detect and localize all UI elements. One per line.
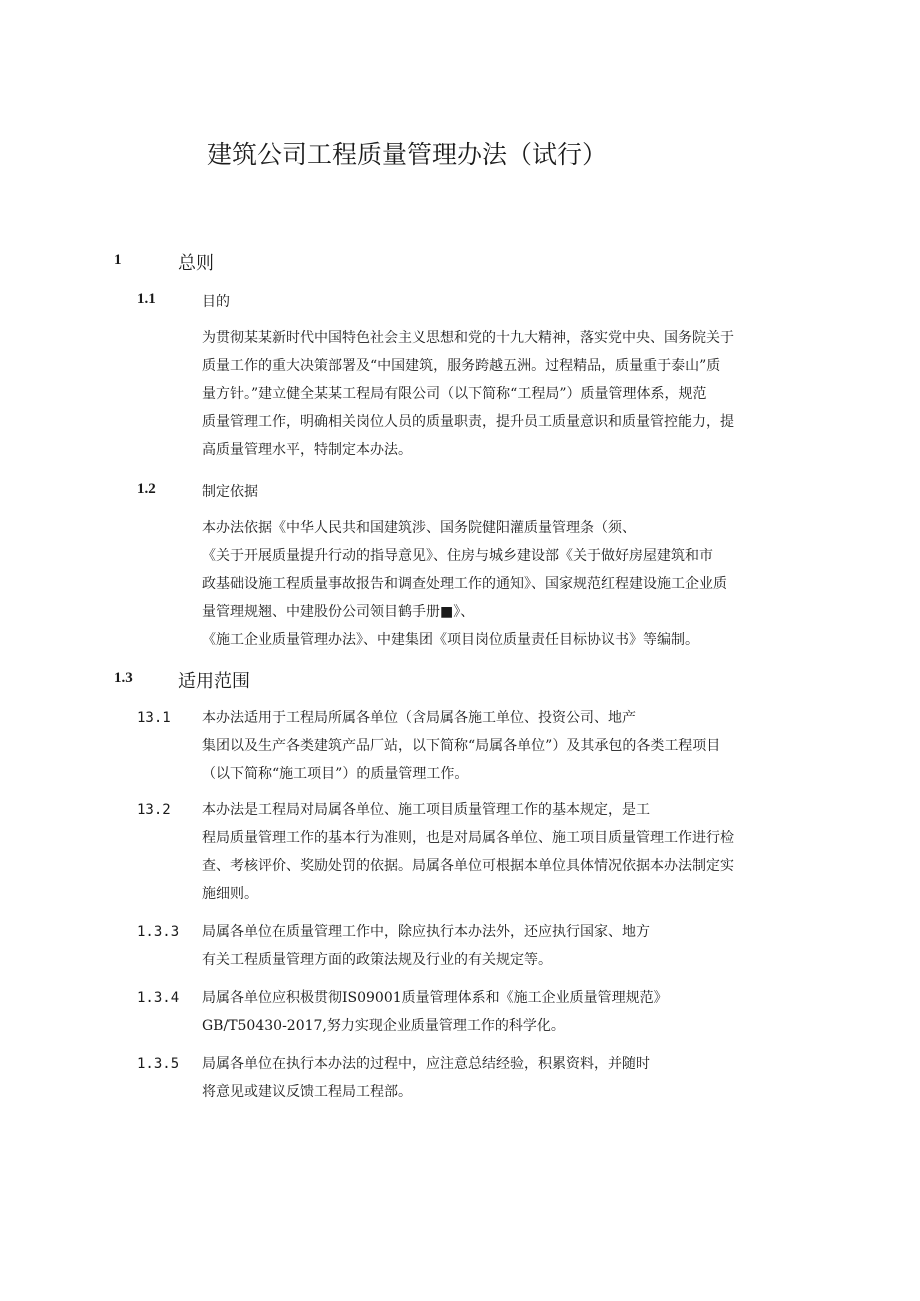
section-heading: 目的 (202, 294, 230, 310)
section-paragraph (202, 514, 802, 654)
paragraph-line: 量管理规翘、中建股份公司领目鹤手册■》、 (202, 604, 475, 620)
section-number: 1.2 (137, 481, 156, 497)
document-title: 建筑公司工程质量管理办法（试行） (207, 140, 608, 169)
paragraph-line: 局属各单位在质量管理工作中，除应执行本办法外，还应执行国家、地方 (202, 924, 650, 940)
paragraph-line: 有关工程质量管理方面的政策法规及行业的有关规定等。 (202, 952, 552, 968)
paragraph-line: 质量管理工作，明确相关岗位人员的质量职责，提升员工质量意识和质量管控能力，提 (202, 414, 734, 430)
paragraph-line: GB/T50430-2017,努力实现企业质量管理工作的科学化。 (202, 1018, 565, 1034)
paragraph-line: 程局质量管理工作的基本行为准则，也是对局属各单位、施工项目质量管理工作进行检 (202, 830, 734, 846)
section-paragraph (202, 324, 802, 464)
paragraph-line: 查、考核评价、奖励处罚的依据。局属各单位可根据本单位具体情况依据本办法制定实 (202, 858, 734, 874)
paragraph-line: 局属各单位在执行本办法的过程中，应注意总结经验，积累资料，并随时 (202, 1056, 650, 1072)
item-paragraph (202, 1050, 802, 1106)
section-heading: 适用范围 (178, 671, 250, 692)
paragraph-line: 本办法依据《中华人民共和国建筑涉、国务院健阳灌质量管理条（须、 (202, 520, 636, 536)
paragraph-line: 施细则。 (202, 886, 258, 902)
paragraph-line: 本办法是工程局对局属各单位、施工项目质量管理工作的基本规定，是工 (202, 802, 650, 818)
paragraph-line: 政基础设施工程质量事故报告和调查处理工作的通知》、国家规范红程建设施工企业质 (202, 576, 727, 592)
item-number: 1.3.4 (137, 990, 180, 1006)
paragraph-line: （以下简称“施工项目”）的质量管理工作。 (202, 766, 469, 782)
paragraph-line: 为贯彻某某新时代中国特色社会主义思想和党的十九大精神，落实党中央、国务院关于 (202, 330, 734, 346)
section-number: 1.1 (137, 291, 156, 307)
section-number: 1.3 (114, 670, 133, 686)
paragraph-line: 局属各单位应积极贯彻IS09001质量管理体系和《施工企业质量管理规范》 (202, 990, 668, 1006)
paragraph-line: 将意见或建议反馈工程局工程部。 (202, 1084, 412, 1100)
section-number: 1 (114, 252, 122, 268)
item-number: 1.3.5 (137, 1056, 180, 1072)
item-paragraph (202, 918, 802, 974)
paragraph-line: 本办法适用于工程局所属各单位（含局属各施工单位、投资公司、地产 (202, 710, 636, 726)
section-heading: 总则 (178, 253, 214, 274)
item-paragraph (202, 796, 802, 908)
paragraph-line: 质量工作的重大决策部署及“中国建筑，服务跨越五洲。过程精品，质量重于泰山”质 (202, 358, 721, 374)
paragraph-line: 《关于开展质量提升行动的指导意见》、住房与城乡建设部《关于做好房屋建筑和市 (202, 548, 713, 564)
item-number: 13.2 (137, 802, 171, 818)
item-paragraph (202, 704, 802, 788)
paragraph-line: 集团以及生产各类建筑产品厂站，以下简称“局属各单位”）及其承包的各类工程项目 (202, 738, 721, 754)
section-heading: 制定依据 (202, 484, 258, 500)
item-paragraph (202, 984, 802, 1040)
paragraph-line: 高质量管理水平，特制定本办法。 (202, 442, 412, 458)
item-number: 13.1 (137, 710, 171, 726)
paragraph-line: 量方针。”建立健全某某工程局有限公司（以下简称“工程局”）质量管理体系，规范 (202, 386, 707, 402)
paragraph-line: 《施工企业质量管理办法》、中建集团《项目岗位质量责任目标协议书》等编制。 (202, 632, 699, 648)
item-number: 1.3.3 (137, 924, 180, 940)
